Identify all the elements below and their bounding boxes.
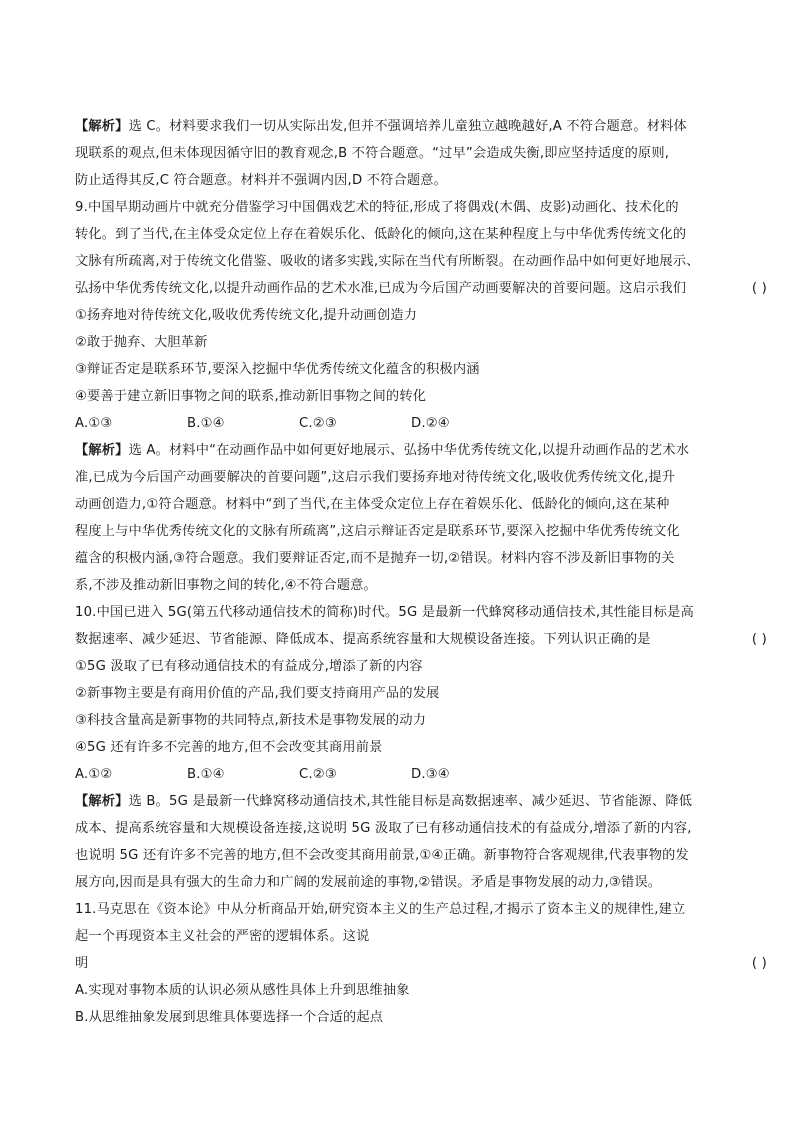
q9-analysis-line-1: 选 A。材料中“在动画作品中如何更好地展示、弘扬中华优秀传统文化,以提升动画作品的艺术水 (128, 443, 690, 458)
q9-analysis-line-2: 准,已成为今后国产动画要解决的首要问题”,这启示我们要扬弃地对待传统文化,吸收优秀传统文化,提升 (75, 470, 676, 485)
document-page (75, 113, 767, 1031)
q9-analysis-line-3: 动画创造力,①符合题意。材料中“到了当代,在主体受众定位上存在着娱乐化、低龄化的倾向,这在某种 (75, 497, 670, 512)
q9-stem-line-1: 9.中国早期动画片中就充分借鉴学习中国偶戏艺术的特征,形成了将偶戏(木偶、皮影)动画化、技术化的 (75, 200, 679, 215)
q9-analysis-line-5: 蕴含的积极内涵,③符合题意。我们要辩证否定,而不是抛弃一切,②错误。材料内容不涉及新旧事物的关 (75, 551, 675, 566)
q9-item-2: ②敢于抛弃、大胆革新 (75, 335, 208, 350)
q11-stem-line-1: 11.马克思在《资本论》中从分析商品开始,研究资本主义的生产总过程,才揭示了资本主义的规律性,建立 (75, 902, 686, 917)
q10-item-3: ③科技含量高是新事物的共同特点,新技术是事物发展的动力 (75, 713, 427, 728)
q10-analysis-line-3: 也说明 5G 还有许多不完善的地方,但不会改变其商用前景,①④正确。新事物符合客观规律,代表事物的发 (75, 848, 689, 863)
question-11 (75, 896, 767, 1031)
q9-stem-line-2: 转化。到了当代,在主体受众定位上存在着娱乐化、低龄化的倾向,这在某种程度上与中华优秀传统文化的 (75, 227, 687, 242)
q10-stem-line-1: 10.中国已进入 5G(第五代移动通信技术的简称)时代。5G 是最新一代蜂窝移动通信技术,其性能目标是高 (75, 605, 694, 620)
answer-blank: ( ) (751, 632, 767, 647)
q10-analysis-line-1: 选 B。5G 是最新一代蜂窝移动通信技术,其性能目标是高数据速率、减少延迟、节省能源、降低 (128, 794, 693, 809)
q10-item-4: ④5G 还有许多不完善的地方,但不会改变其商用前景 (75, 740, 383, 755)
question-10 (75, 599, 767, 896)
analysis-label: 【解析】 (75, 119, 129, 134)
q10-options (75, 761, 767, 788)
q9-item-1: ①扬弃地对待传统文化,吸收优秀传统文化,提升动画创造力 (75, 308, 418, 323)
q10-analysis-line-4: 展方向,因而是具有强大的生命力和广阔的发展前途的事物,②错误。矛盾是事物发展的动力,③错误。 (75, 875, 662, 890)
option-b: B.①④ (187, 767, 225, 782)
option-d: D.③④ (411, 767, 450, 782)
q11-stem-line-2: 起一个再现资本主义社会的严密的逻辑体系。这说 (75, 929, 370, 944)
question-9 (75, 194, 767, 599)
q9-analysis-line-6: 系,不涉及推动新旧事物之间的转化,④不符合题意。 (75, 578, 377, 593)
q10-item-1: ①5G 汲取了已有移动通信技术的有益成分,增添了新的内容 (75, 659, 423, 674)
q11-stem-line-3: 明 (75, 956, 89, 971)
answer-blank: ( ) (751, 281, 767, 296)
q8-analysis-line-1: 选 C。材料要求我们一切从实际出发,但并不强调培养儿童独立越晚越好,A 不符合题意。材料体 (128, 119, 687, 134)
q8-analysis (75, 113, 767, 194)
q8-analysis-line-2: 现联系的观点,但未体现因循守旧的教育观念,B 不符合题意。“过早”会造成失衡,即应坚持适度的原则, (75, 146, 670, 161)
option-c: C.②③ (299, 767, 337, 782)
option-b: B.从思维抽象发展到思维具体要选择一个合适的起点 (75, 1010, 384, 1025)
q10-analysis-line-2: 成本、提高系统容量和大规模设备连接,这说明 5G 汲取了已有移动通信技术的有益成分,增添了新的内容, (75, 821, 692, 836)
q9-options (75, 410, 767, 437)
option-b: B.①④ (187, 416, 225, 431)
q9-stem-line-3: 文脉有所疏离,对于传统文化借鉴、吸收的诸多实践,实际在当代有所断裂。在动画作品中如何更好地展示、 (75, 254, 700, 269)
analysis-label: 【解析】 (75, 443, 129, 458)
option-c: C.②③ (299, 416, 337, 431)
q10-stem-line-2: 数据速率、减少延迟、节省能源、降低成本、提高系统容量和大规模设备连接。下列认识正确的是 (75, 632, 651, 647)
q9-analysis-line-4: 程度上与中华优秀传统文化的文脉有所疏离”,这启示辩证否定是联系环节,要深入挖掘中华优秀传统文化 (75, 524, 680, 539)
option-a: A.①② (75, 767, 113, 782)
answer-blank: ( ) (751, 956, 767, 971)
q10-item-2: ②新事物主要是有商用价值的产品,我们要支持商用产品的发展 (75, 686, 440, 701)
q9-stem-line-4: 弘扬中华优秀传统文化,以提升动画作品的艺术水准,已成为今后国产动画要解决的首要问题。这启示我们 (75, 281, 687, 296)
option-a: A.实现对事物本质的认识必须从感性具体上升到思维抽象 (75, 983, 410, 998)
q8-analysis-line-3: 防止适得其反,C 符合题意。材料并不强调内因,D 不符合题意。 (75, 173, 448, 188)
q9-item-4: ④要善于建立新旧事物之间的联系,推动新旧事物之间的转化 (75, 389, 427, 404)
q9-item-3: ③辩证否定是联系环节,要深入挖掘中华优秀传统文化蕴含的积极内涵 (75, 362, 480, 377)
analysis-label: 【解析】 (75, 794, 129, 809)
option-a: A.①③ (75, 416, 113, 431)
option-d: D.②④ (411, 416, 450, 431)
